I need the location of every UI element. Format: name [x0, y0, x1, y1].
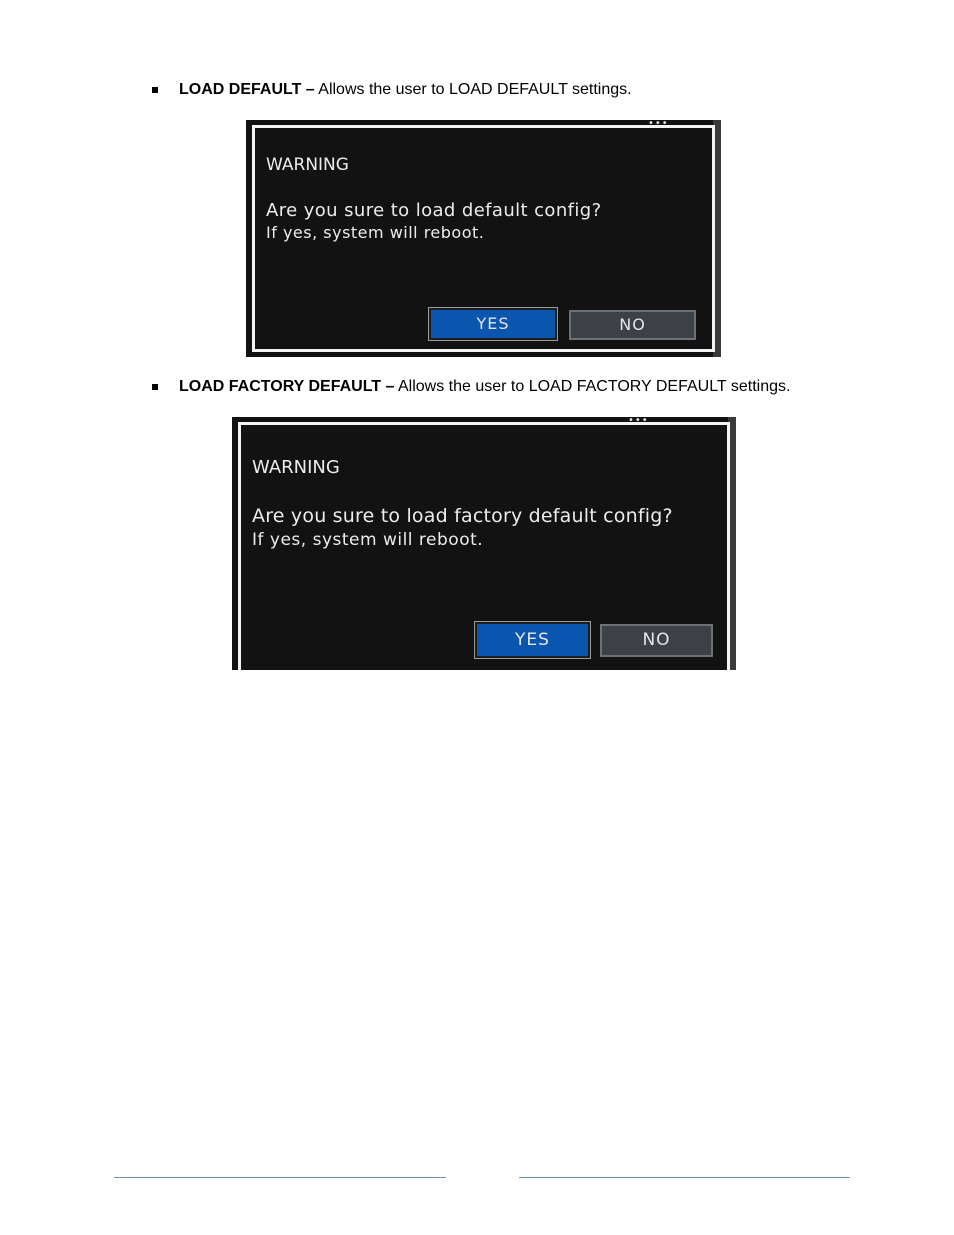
yes-button[interactable]: YES [475, 622, 590, 658]
dialog-backdrop-dots: ••• [648, 120, 669, 129]
bullet-term: LOAD FACTORY DEFAULT – [179, 378, 395, 395]
no-button[interactable]: NO [600, 624, 713, 657]
no-button[interactable]: NO [569, 310, 696, 340]
dialog-message-line-2: If yes, system will reboot. [252, 530, 484, 550]
dialog-message-line-1: Are you sure to load factory default config? [252, 505, 673, 527]
bullet-text [179, 377, 790, 397]
bullet-description: Allows the user to LOAD DEFAULT settings. [314, 81, 632, 98]
dialog-backdrop-dots: ••• [628, 417, 649, 426]
dialog-title: WARNING [266, 155, 349, 175]
bullet-marker [152, 384, 158, 390]
dialog-message-line-1: Are you sure to load default config? [266, 200, 602, 221]
bullet-description: Allows the user to LOAD FACTORY DEFAULT settings. [394, 378, 791, 395]
load-factory-default-dialog-screenshot [232, 417, 736, 670]
bullet-text [179, 80, 632, 100]
dialog-title: WARNING [252, 457, 340, 478]
yes-button[interactable]: YES [429, 308, 557, 340]
load-default-dialog-screenshot [246, 120, 721, 357]
bullet-term: LOAD DEFAULT – [179, 81, 315, 98]
footer-rule-left [114, 1177, 446, 1178]
footer-rule-right [519, 1177, 850, 1178]
bullet-marker [152, 87, 158, 93]
dialog-message-line-2: If yes, system will reboot. [266, 223, 485, 242]
